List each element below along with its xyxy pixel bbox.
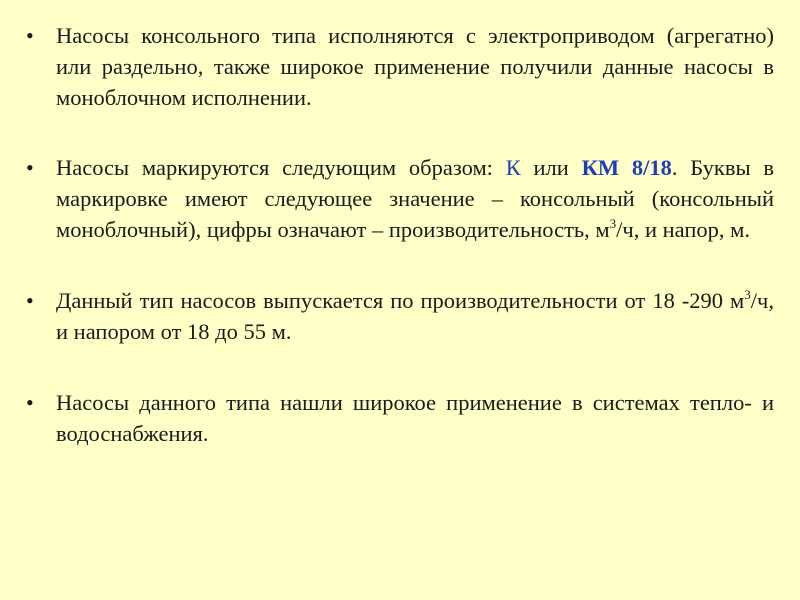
bullet-text: Насосы консольного типа исполняются с электроприводом (агрегатно) или раздельно, также широкое применение получили данные насосы в моноблочном исполнении. — [56, 23, 774, 110]
bullet-item-marking — [26, 152, 774, 245]
bullet-text-end: /ч, и напором от 18 до 55 м. — [56, 288, 774, 344]
bullet-item-capacity-range — [26, 285, 774, 347]
bullet-text: Насосы данного типа нашли широкое применение в системах тепло- и водоснабжения. — [56, 390, 774, 446]
bullet-icon: • — [26, 288, 34, 313]
superscript-3: 3 — [744, 287, 751, 302]
bullet-text-intro: Данный тип насосов выпускается по производительности от 18 -290 м — [56, 288, 745, 313]
bullet-text-or: или — [520, 155, 582, 180]
superscript-3: 3 — [609, 216, 617, 231]
bullet-text-explanation: . Буквы в маркировке имеют следующее значение – консольный (консольный моноблочный), цифры означают – производительность, м — [56, 155, 774, 242]
bullet-icon: • — [26, 23, 34, 48]
bullet-text-intro: Насосы маркируются следующим образом: — [56, 155, 506, 180]
marking-code-km: КМ 8/18 — [581, 155, 672, 180]
bullet-icon: • — [26, 155, 34, 180]
bullet-text-end: /ч, и напор, м. — [616, 217, 751, 242]
bullet-item-application — [26, 387, 774, 449]
bullet-item-console-pumps — [26, 20, 774, 113]
bullet-icon: • — [26, 390, 34, 415]
bullet-list — [26, 20, 774, 488]
marking-code-k: К — [505, 155, 521, 180]
